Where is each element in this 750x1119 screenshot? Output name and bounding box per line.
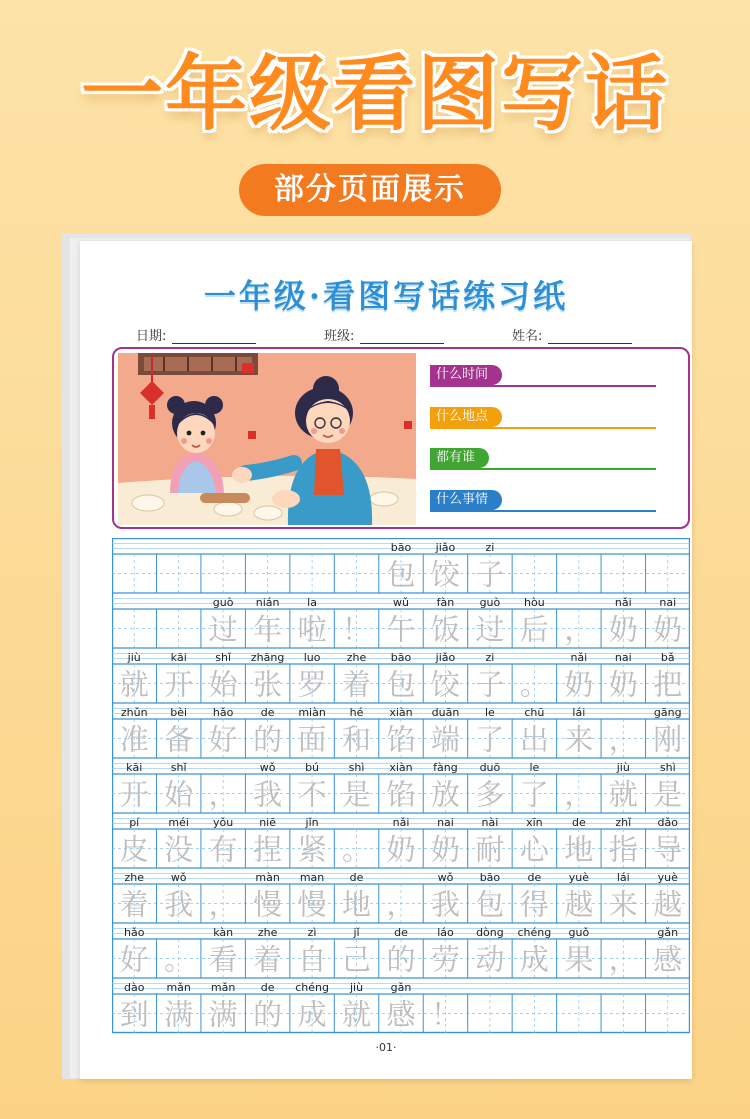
- trace-character: ，: [608, 942, 638, 977]
- trace-character: 备: [164, 722, 194, 757]
- pinyin-syllable: yuè: [568, 871, 589, 884]
- pinyin-syllable: guò: [212, 596, 234, 609]
- trace-character: 刚: [653, 722, 683, 757]
- trace-character: 有: [208, 832, 238, 867]
- trace-character: 饺: [430, 557, 460, 592]
- pinyin-syllable: niē: [259, 816, 277, 829]
- trace-character: 子: [475, 667, 505, 702]
- pinyin-syllable: gāng: [653, 706, 682, 719]
- trace-character: 的: [386, 942, 416, 977]
- trace-character: 紧: [297, 832, 327, 867]
- trace-character: ，: [564, 777, 594, 812]
- trace-character: 后: [519, 612, 549, 647]
- pinyin-syllable: xiàn: [389, 761, 413, 774]
- pinyin-syllable: dào: [124, 981, 145, 994]
- trace-character: 来: [564, 722, 594, 757]
- pinyin-syllable: nǎi: [392, 816, 410, 829]
- pinyin-syllable: la: [307, 596, 317, 609]
- trace-character: 过: [208, 612, 238, 647]
- pinyin-syllable: hé: [349, 706, 364, 719]
- pinyin-syllable: wǒ: [170, 871, 187, 884]
- pinyin-syllable: shǐ: [170, 761, 187, 774]
- pinyin-syllable: chéng: [517, 926, 552, 939]
- trace-character: 满: [164, 997, 194, 1032]
- trace-character: 年: [253, 612, 283, 647]
- trace-character: ，: [608, 722, 638, 757]
- trace-character: 成: [519, 942, 549, 977]
- trace-character: 包: [386, 557, 416, 592]
- trace-character: 好: [119, 942, 149, 977]
- pinyin-syllable: hǎo: [212, 706, 234, 719]
- trace-character: 不: [297, 777, 327, 812]
- trace-character: 动: [475, 942, 505, 977]
- pinyin-syllable: miàn: [298, 706, 326, 719]
- trace-character: 。: [342, 832, 372, 867]
- pinyin-syllable: zì: [307, 926, 317, 939]
- pinyin-syllable: duō: [479, 761, 501, 774]
- pinyin-syllable: fàn: [436, 596, 455, 609]
- trace-character: 的: [253, 997, 283, 1032]
- grid-row: [112, 758, 690, 813]
- pinyin-syllable: kāi: [170, 651, 187, 664]
- trace-character: 始: [164, 777, 194, 812]
- pinyin-syllable: duān: [431, 706, 460, 719]
- page-number: ·01·: [375, 1041, 397, 1054]
- pinyin-syllable: lái: [616, 871, 630, 884]
- date-line[interactable]: [172, 330, 256, 344]
- grid-row: [112, 923, 690, 978]
- trace-character: 看: [208, 942, 238, 977]
- pinyin-syllable: le: [529, 761, 540, 774]
- trace-character: 就: [608, 777, 638, 812]
- trace-character: 把: [653, 667, 683, 702]
- prompt-tag-time: 什么时间: [430, 365, 502, 385]
- pinyin-syllable: gǎn: [657, 926, 679, 939]
- pinyin-syllable: de: [394, 926, 408, 939]
- pinyin-syllable: zhe: [257, 926, 278, 939]
- pinyin-syllable: hǎo: [124, 926, 145, 939]
- trace-character: 着: [119, 887, 149, 922]
- trace-character: 越: [564, 887, 594, 922]
- pinyin-syllable: guò: [479, 596, 501, 609]
- pinyin-syllable: de: [260, 981, 275, 994]
- prompt-tag-who: 都有谁: [430, 448, 489, 468]
- trace-character: 是: [653, 777, 683, 812]
- pinyin-syllable: zi: [485, 651, 495, 664]
- date-label: 日期:: [136, 329, 167, 344]
- trace-character: 馅: [386, 722, 416, 757]
- pinyin-syllable: jiù: [127, 651, 141, 664]
- trace-character: 馅: [386, 777, 416, 812]
- trace-character: 到: [119, 997, 149, 1032]
- trace-character: 午: [386, 612, 416, 647]
- trace-character: 多: [475, 777, 505, 812]
- trace-character: 开: [119, 777, 149, 812]
- class-field[interactable]: [324, 325, 444, 344]
- trace-character: 果: [564, 942, 594, 977]
- pinyin-syllable: zhe: [346, 651, 367, 664]
- trace-character: 好: [208, 722, 238, 757]
- pinyin-syllable: zhǐ: [615, 816, 632, 829]
- pinyin-syllable: méi: [168, 816, 189, 829]
- prompt-tag-event: 什么事情: [430, 490, 502, 510]
- trace-character: 我: [253, 777, 283, 812]
- trace-character: 自: [297, 942, 327, 977]
- pinyin-syllable: luo: [303, 651, 321, 664]
- info-row: [80, 325, 692, 347]
- grid-row: [112, 538, 690, 593]
- pinyin-syllable: fàng: [433, 761, 458, 774]
- prompt-line-who: [430, 468, 656, 470]
- trace-character: 劳: [430, 942, 460, 977]
- grid-row: [112, 703, 690, 758]
- pinyin-syllable: bāo: [390, 541, 412, 554]
- trace-character: ，: [208, 777, 238, 812]
- trace-character: 奶: [430, 832, 460, 867]
- pinyin-syllable: shì: [348, 761, 365, 774]
- trace-character: 出: [519, 722, 549, 757]
- worksheet-title: 一年级·看图写话练习纸: [203, 277, 569, 315]
- trace-character: 饭: [430, 612, 460, 647]
- pinyin-syllable: zhe: [124, 871, 144, 884]
- trace-character: 得: [519, 887, 549, 922]
- trace-character: 奶: [386, 832, 416, 867]
- pinyin-syllable: nai: [659, 596, 677, 609]
- pinyin-syllable: jiǎo: [435, 541, 456, 554]
- trace-character: 满: [208, 997, 238, 1032]
- pinyin-syllable: dǎo: [657, 816, 678, 829]
- trace-character: 包: [475, 887, 505, 922]
- pinyin-syllable: guǒ: [568, 926, 590, 939]
- prompt-line-place: [430, 427, 656, 429]
- pinyin-syllable: wǒ: [259, 761, 276, 774]
- date-field[interactable]: [136, 325, 256, 344]
- pinyin-syllable: le: [485, 706, 495, 719]
- prompt-tag-place: 什么地点: [430, 407, 502, 427]
- pinyin-syllable: zi: [485, 541, 495, 554]
- prompt-what-event[interactable]: [430, 490, 656, 510]
- pinyin-syllable: jiù: [349, 981, 364, 994]
- pinyin-syllable: shì: [659, 761, 676, 774]
- trace-character: 耐: [475, 832, 505, 867]
- trace-character: 没: [164, 832, 194, 867]
- grid-row: [112, 593, 690, 648]
- pinyin-syllable: bāo: [390, 651, 412, 664]
- trace-character: 了: [519, 777, 549, 812]
- pinyin-syllable: shǐ: [215, 651, 232, 664]
- trace-character: 张: [253, 667, 283, 702]
- illustration: [118, 353, 416, 525]
- pinyin-syllable: wǒ: [437, 871, 454, 884]
- pinyin-syllable: bǎ: [660, 651, 675, 664]
- trace-character: 感: [653, 942, 683, 977]
- name-field[interactable]: [512, 325, 632, 344]
- trace-character: 奶: [564, 667, 594, 702]
- pinyin-syllable: dòng: [476, 926, 504, 939]
- pinyin-syllable: pí: [129, 816, 140, 829]
- trace-character: 指: [608, 832, 638, 867]
- pinyin-syllable: hòu: [524, 596, 545, 609]
- pinyin-syllable: nǎi: [570, 651, 588, 664]
- trace-character: 。: [519, 667, 549, 702]
- pinyin-syllable: de: [571, 816, 586, 829]
- writing-grid[interactable]: [112, 538, 690, 1034]
- trace-character: 慢: [297, 887, 327, 922]
- trace-character: 过: [475, 612, 505, 647]
- trace-character: 皮: [119, 832, 149, 867]
- class-line[interactable]: [360, 330, 444, 344]
- worksheet-page: [80, 241, 692, 1079]
- pinyin-syllable: màn: [255, 871, 280, 884]
- prompt-line-event: [430, 510, 656, 512]
- class-label: 班级:: [324, 329, 355, 344]
- pinyin-syllable: chéng: [295, 981, 329, 994]
- trace-character: 准: [119, 722, 149, 757]
- trace-character: 地: [342, 887, 372, 922]
- pinyin-syllable: jiù: [616, 761, 630, 774]
- pinyin-syllable: man: [299, 871, 325, 884]
- trace-character: 就: [342, 997, 372, 1032]
- prompt-line-time: [430, 385, 656, 387]
- pinyin-syllable: nǎi: [614, 596, 632, 609]
- name-line[interactable]: [548, 330, 632, 344]
- illustration-svg: [118, 353, 416, 525]
- grid-row: [112, 868, 690, 923]
- trace-character: 感: [386, 997, 416, 1032]
- pinyin-syllable: nián: [255, 596, 280, 609]
- trace-character: ，: [386, 887, 416, 922]
- writing-grid-svg: [112, 538, 690, 1034]
- picture-prompt-box: [112, 347, 690, 529]
- trace-character: 地: [564, 832, 594, 867]
- trace-character: 导: [653, 832, 683, 867]
- pinyin-syllable: bú: [305, 761, 320, 774]
- trace-character: 慢: [253, 887, 283, 922]
- name-label: 姓名:: [512, 329, 543, 344]
- pinyin-syllable: bèi: [170, 706, 188, 719]
- pinyin-syllable: láo: [437, 926, 454, 939]
- banner-title: 一年级看图写话: [80, 47, 669, 142]
- trace-character: 着: [253, 942, 283, 977]
- trace-character: 就: [119, 667, 149, 702]
- pinyin-syllable: jǐ: [353, 926, 360, 939]
- trace-character: 着: [342, 667, 372, 702]
- trace-character: 子: [475, 557, 505, 592]
- pinyin-syllable: xiàn: [389, 706, 413, 719]
- trace-character: 我: [430, 887, 460, 922]
- trace-character: 越: [653, 887, 683, 922]
- trace-character: 开: [164, 667, 194, 702]
- trace-character: 捏: [253, 832, 283, 867]
- pinyin-syllable: yǒu: [213, 816, 234, 829]
- trace-character: 奶: [608, 667, 638, 702]
- trace-character: 面: [297, 722, 327, 757]
- trace-character: 。: [164, 942, 194, 977]
- pinyin-syllable: nai: [437, 816, 454, 829]
- pinyin-syllable: bāo: [479, 871, 501, 884]
- trace-character: 来: [608, 887, 638, 922]
- pinyin-syllable: kàn: [213, 926, 234, 939]
- trace-character: 我: [164, 887, 194, 922]
- pinyin-syllable: de: [260, 706, 275, 719]
- trace-character: 己: [342, 942, 372, 977]
- trace-character: 放: [430, 777, 460, 812]
- trace-character: ！: [430, 997, 460, 1032]
- grid-row: [112, 813, 690, 868]
- trace-character: 端: [430, 722, 460, 757]
- pinyin-syllable: de: [527, 871, 542, 884]
- trace-character: 了: [475, 722, 505, 757]
- grid-row: [112, 648, 690, 703]
- trace-character: 奶: [653, 612, 683, 647]
- pinyin-syllable: gǎn: [390, 981, 412, 994]
- trace-character: 成: [297, 997, 327, 1032]
- pinyin-syllable: wǔ: [393, 596, 409, 609]
- trace-character: 的: [253, 722, 283, 757]
- pinyin-syllable: zhāng: [250, 651, 285, 664]
- pinyin-syllable: mǎn: [166, 981, 191, 994]
- pinyin-syllable: jiǎo: [435, 651, 456, 664]
- pinyin-syllable: mǎn: [210, 981, 236, 994]
- prompt-who[interactable]: [430, 448, 656, 468]
- trace-character: ！: [342, 612, 372, 647]
- pinyin-syllable: kāi: [126, 761, 143, 774]
- trace-character: 和: [342, 722, 372, 757]
- trace-character: 心: [519, 832, 549, 867]
- trace-character: 始: [208, 667, 238, 702]
- prompt-what-time[interactable]: [430, 365, 656, 385]
- pinyin-syllable: yuè: [657, 871, 678, 884]
- pinyin-syllable: lái: [572, 706, 586, 719]
- trace-character: 包: [386, 667, 416, 702]
- pinyin-syllable: nai: [614, 651, 632, 664]
- banner-subtitle-pill: 部分页面展示: [239, 164, 501, 216]
- pinyin-syllable: jǐn: [305, 816, 319, 829]
- trace-character: 饺: [430, 667, 460, 702]
- trace-character: ，: [208, 887, 238, 922]
- pinyin-syllable: nài: [481, 816, 499, 829]
- pinyin-syllable: zhǔn: [120, 706, 148, 719]
- trace-character: 奶: [608, 612, 638, 647]
- prompt-what-place[interactable]: [430, 407, 656, 427]
- trace-character: 是: [342, 777, 372, 812]
- pinyin-syllable: chū: [524, 706, 545, 719]
- pinyin-syllable: de: [349, 871, 364, 884]
- pinyin-syllable: xīn: [526, 816, 543, 829]
- trace-character: ，: [564, 612, 594, 647]
- trace-character: 啦: [297, 612, 327, 647]
- grid-row: [112, 978, 690, 1033]
- trace-character: 罗: [297, 667, 327, 702]
